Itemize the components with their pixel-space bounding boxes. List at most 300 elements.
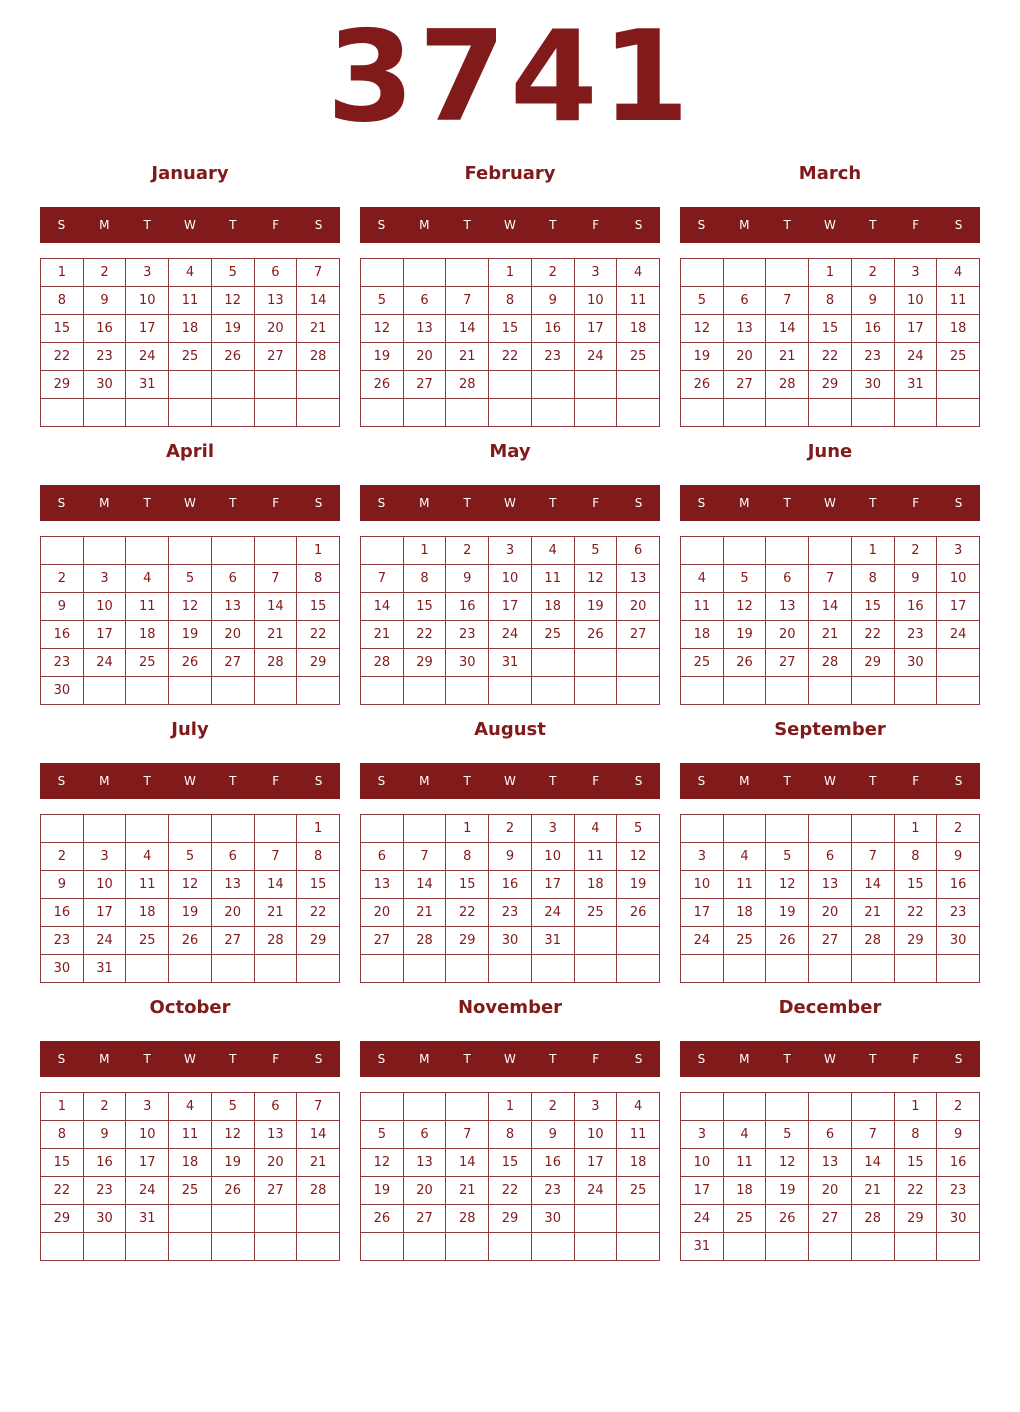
day-cell: 9 (532, 1121, 575, 1149)
day-cell: 31 (126, 1205, 169, 1233)
day-cell: 8 (297, 843, 340, 871)
day-cell: 1 (852, 537, 895, 565)
day-cell: 26 (766, 927, 809, 955)
day-cell: 18 (575, 871, 618, 899)
month-january (40, 158, 340, 426)
weekday-label: S (377, 218, 386, 232)
empty-day-cell (681, 677, 724, 705)
weekday-label: M (99, 774, 110, 788)
weekday-label: S (634, 218, 643, 232)
day-grid (40, 536, 340, 705)
day-cell: 3 (84, 565, 127, 593)
empty-day-cell (255, 815, 298, 843)
day-cell: 10 (532, 843, 575, 871)
empty-day-cell (575, 1233, 618, 1261)
day-cell: 22 (895, 1177, 938, 1205)
day-cell: 2 (489, 815, 532, 843)
empty-day-cell (681, 259, 724, 287)
month-august (360, 714, 660, 982)
day-cell: 22 (41, 1177, 84, 1205)
day-cell: 17 (532, 871, 575, 899)
day-cell: 30 (852, 371, 895, 399)
empty-day-cell (617, 371, 660, 399)
weekday-label: T (869, 774, 877, 788)
day-cell: 27 (212, 927, 255, 955)
day-cell: 12 (212, 287, 255, 315)
day-cell: 21 (255, 621, 298, 649)
day-cell: 14 (297, 287, 340, 315)
day-grid (680, 536, 980, 705)
day-cell: 2 (532, 259, 575, 287)
empty-day-cell (681, 955, 724, 983)
day-cell: 9 (937, 843, 980, 871)
day-cell: 2 (84, 259, 127, 287)
day-cell: 26 (724, 649, 767, 677)
weekday-label: T (229, 774, 237, 788)
day-cell: 5 (212, 259, 255, 287)
day-cell: 7 (446, 1121, 489, 1149)
weekday-label: M (419, 218, 430, 232)
day-cell: 24 (575, 1177, 618, 1205)
day-cell: 2 (41, 843, 84, 871)
day-grid (680, 258, 980, 427)
weekday-label: F (912, 218, 920, 232)
empty-day-cell (809, 815, 852, 843)
weekday-label: S (57, 1052, 66, 1066)
weekday-label: F (272, 1052, 280, 1066)
day-cell: 6 (766, 565, 809, 593)
day-cell: 29 (297, 927, 340, 955)
empty-day-cell (212, 1205, 255, 1233)
empty-day-cell (575, 927, 618, 955)
weekday-label: F (912, 496, 920, 510)
weekday-label: W (504, 774, 516, 788)
day-cell: 11 (532, 565, 575, 593)
empty-day-cell (41, 537, 84, 565)
empty-day-cell (126, 537, 169, 565)
day-cell: 16 (895, 593, 938, 621)
day-cell: 10 (126, 1121, 169, 1149)
empty-day-cell (532, 677, 575, 705)
empty-day-cell (361, 399, 404, 427)
empty-day-cell (361, 537, 404, 565)
empty-day-cell (446, 399, 489, 427)
weekday-label: M (419, 496, 430, 510)
day-cell: 6 (212, 843, 255, 871)
day-cell: 21 (446, 1177, 489, 1205)
weekday-label: T (549, 1052, 557, 1066)
year-title: 3741 (326, 3, 694, 150)
empty-day-cell (532, 371, 575, 399)
weekday-label: F (592, 218, 600, 232)
month-name: November (457, 997, 563, 1018)
empty-day-cell (41, 399, 84, 427)
day-grid (680, 1092, 980, 1261)
empty-day-cell (617, 927, 660, 955)
empty-day-cell (404, 815, 447, 843)
day-cell: 8 (489, 1121, 532, 1149)
day-cell: 13 (724, 315, 767, 343)
day-cell: 4 (617, 1093, 660, 1121)
day-cell: 20 (361, 899, 404, 927)
empty-day-cell (255, 955, 298, 983)
day-cell: 30 (446, 649, 489, 677)
day-cell: 16 (84, 1149, 127, 1177)
weekday-label: S (57, 496, 66, 510)
day-cell: 8 (41, 287, 84, 315)
day-cell: 11 (937, 287, 980, 315)
day-cell: 1 (297, 815, 340, 843)
day-cell: 12 (766, 1149, 809, 1177)
day-cell: 30 (41, 677, 84, 705)
day-cell: 15 (41, 315, 84, 343)
empty-day-cell (361, 677, 404, 705)
day-cell: 6 (255, 259, 298, 287)
month-name: October (149, 997, 231, 1018)
empty-day-cell (724, 537, 767, 565)
day-cell: 11 (617, 1121, 660, 1149)
empty-day-cell (617, 399, 660, 427)
day-cell: 30 (84, 371, 127, 399)
day-cell: 1 (446, 815, 489, 843)
empty-day-cell (724, 955, 767, 983)
day-cell: 10 (937, 565, 980, 593)
day-cell: 8 (809, 287, 852, 315)
day-cell: 18 (532, 593, 575, 621)
day-cell: 23 (489, 899, 532, 927)
month-march (680, 158, 980, 426)
day-cell: 28 (404, 927, 447, 955)
day-cell: 17 (126, 315, 169, 343)
day-cell: 7 (404, 843, 447, 871)
empty-day-cell (895, 677, 938, 705)
empty-day-cell (617, 1233, 660, 1261)
day-cell: 10 (575, 1121, 618, 1149)
weekday-label: T (229, 496, 237, 510)
day-cell: 12 (575, 565, 618, 593)
empty-day-cell (895, 955, 938, 983)
day-cell: 12 (169, 593, 212, 621)
day-cell: 4 (126, 843, 169, 871)
day-cell: 7 (255, 843, 298, 871)
day-cell: 30 (489, 927, 532, 955)
month-may (360, 436, 660, 704)
month-june (680, 436, 980, 704)
empty-day-cell (489, 955, 532, 983)
empty-day-cell (809, 955, 852, 983)
day-cell: 7 (255, 565, 298, 593)
day-cell: 29 (446, 927, 489, 955)
day-cell: 22 (489, 343, 532, 371)
empty-day-cell (84, 815, 127, 843)
day-cell: 12 (361, 1149, 404, 1177)
weekday-label: S (954, 774, 963, 788)
day-cell: 7 (361, 565, 404, 593)
empty-day-cell (575, 649, 618, 677)
day-cell: 19 (361, 1177, 404, 1205)
day-cell: 10 (126, 287, 169, 315)
day-cell: 26 (766, 1205, 809, 1233)
day-cell: 1 (809, 259, 852, 287)
empty-day-cell (575, 1205, 618, 1233)
weekday-header (680, 207, 980, 243)
day-cell: 24 (532, 899, 575, 927)
weekday-label: S (314, 496, 323, 510)
weekday-label: M (99, 496, 110, 510)
day-cell: 2 (84, 1093, 127, 1121)
day-cell: 23 (446, 621, 489, 649)
day-cell: 27 (361, 927, 404, 955)
day-cell: 24 (489, 621, 532, 649)
empty-day-cell (575, 677, 618, 705)
day-cell: 10 (681, 871, 724, 899)
empty-day-cell (852, 815, 895, 843)
day-cell: 14 (766, 315, 809, 343)
empty-day-cell (617, 677, 660, 705)
day-cell: 29 (41, 1205, 84, 1233)
empty-day-cell (169, 399, 212, 427)
day-cell: 5 (169, 843, 212, 871)
day-cell: 3 (937, 537, 980, 565)
empty-day-cell (361, 815, 404, 843)
weekday-label: T (143, 218, 151, 232)
day-cell: 19 (766, 1177, 809, 1205)
weekday-label: W (184, 1052, 196, 1066)
day-cell: 16 (852, 315, 895, 343)
day-cell: 29 (852, 649, 895, 677)
day-cell: 26 (169, 927, 212, 955)
day-grid (360, 536, 660, 705)
weekday-label: M (739, 1052, 750, 1066)
day-cell: 6 (404, 1121, 447, 1149)
empty-day-cell (532, 399, 575, 427)
empty-day-cell (766, 677, 809, 705)
day-cell: 6 (617, 537, 660, 565)
empty-day-cell (852, 1233, 895, 1261)
day-cell: 31 (126, 371, 169, 399)
empty-day-cell (895, 399, 938, 427)
weekday-label: W (504, 496, 516, 510)
day-cell: 3 (126, 1093, 169, 1121)
day-cell: 29 (404, 649, 447, 677)
weekday-label: W (824, 496, 836, 510)
day-cell: 23 (895, 621, 938, 649)
empty-day-cell (681, 537, 724, 565)
day-cell: 15 (297, 593, 340, 621)
weekday-label: F (912, 774, 920, 788)
day-cell: 3 (681, 1121, 724, 1149)
day-cell: 14 (361, 593, 404, 621)
day-cell: 21 (255, 899, 298, 927)
day-cell: 26 (361, 371, 404, 399)
day-cell: 9 (895, 565, 938, 593)
day-cell: 1 (489, 259, 532, 287)
empty-day-cell (937, 955, 980, 983)
empty-day-cell (446, 677, 489, 705)
day-cell: 28 (255, 649, 298, 677)
day-cell: 19 (617, 871, 660, 899)
weekday-label: T (463, 218, 471, 232)
empty-day-cell (84, 677, 127, 705)
day-cell: 15 (895, 871, 938, 899)
day-cell: 11 (169, 287, 212, 315)
day-cell: 10 (84, 593, 127, 621)
day-cell: 1 (895, 815, 938, 843)
empty-day-cell (809, 399, 852, 427)
empty-day-cell (617, 955, 660, 983)
day-cell: 11 (681, 593, 724, 621)
empty-day-cell (126, 677, 169, 705)
empty-day-cell (169, 537, 212, 565)
day-cell: 6 (809, 843, 852, 871)
day-cell: 22 (809, 343, 852, 371)
day-cell: 9 (84, 1121, 127, 1149)
weekday-label: M (99, 218, 110, 232)
weekday-label: F (912, 1052, 920, 1066)
day-cell: 29 (895, 1205, 938, 1233)
weekday-label: T (549, 218, 557, 232)
day-cell: 18 (724, 899, 767, 927)
day-cell: 19 (212, 1149, 255, 1177)
day-cell: 24 (937, 621, 980, 649)
day-cell: 17 (84, 621, 127, 649)
day-cell: 18 (724, 1177, 767, 1205)
empty-day-cell (489, 1233, 532, 1261)
day-cell: 17 (575, 315, 618, 343)
empty-day-cell (852, 399, 895, 427)
weekday-label: F (592, 774, 600, 788)
empty-day-cell (297, 955, 340, 983)
day-cell: 27 (617, 621, 660, 649)
weekday-label: T (143, 496, 151, 510)
day-cell: 31 (532, 927, 575, 955)
empty-day-cell (852, 677, 895, 705)
weekday-label: T (783, 496, 791, 510)
day-cell: 20 (809, 1177, 852, 1205)
day-cell: 1 (895, 1093, 938, 1121)
empty-day-cell (766, 259, 809, 287)
empty-day-cell (724, 1093, 767, 1121)
day-cell: 1 (489, 1093, 532, 1121)
weekday-label: S (697, 218, 706, 232)
day-cell: 15 (489, 1149, 532, 1177)
day-cell: 17 (575, 1149, 618, 1177)
day-cell: 31 (895, 371, 938, 399)
empty-day-cell (446, 1233, 489, 1261)
weekday-label: T (463, 1052, 471, 1066)
day-cell: 20 (404, 1177, 447, 1205)
day-cell: 14 (852, 1149, 895, 1177)
day-cell: 26 (212, 343, 255, 371)
weekday-label: S (57, 774, 66, 788)
day-cell: 29 (895, 927, 938, 955)
weekday-header (680, 1041, 980, 1077)
day-cell: 24 (126, 1177, 169, 1205)
day-cell: 4 (617, 259, 660, 287)
day-cell: 25 (617, 1177, 660, 1205)
day-cell: 14 (404, 871, 447, 899)
day-cell: 12 (169, 871, 212, 899)
day-cell: 2 (532, 1093, 575, 1121)
day-cell: 3 (895, 259, 938, 287)
month-name: September (774, 719, 886, 740)
month-name: January (151, 163, 229, 184)
empty-day-cell (532, 649, 575, 677)
day-cell: 14 (852, 871, 895, 899)
day-cell: 12 (617, 843, 660, 871)
day-grid (40, 814, 340, 983)
day-cell: 10 (84, 871, 127, 899)
day-cell: 17 (937, 593, 980, 621)
day-cell: 22 (297, 621, 340, 649)
day-cell: 5 (212, 1093, 255, 1121)
day-cell: 21 (297, 315, 340, 343)
weekday-label: M (419, 774, 430, 788)
weekday-label: T (143, 774, 151, 788)
empty-day-cell (212, 815, 255, 843)
day-cell: 23 (84, 343, 127, 371)
day-cell: 27 (255, 343, 298, 371)
month-april (40, 436, 340, 704)
day-cell: 6 (404, 287, 447, 315)
day-cell: 11 (724, 1149, 767, 1177)
day-cell: 13 (809, 871, 852, 899)
day-cell: 28 (852, 927, 895, 955)
day-cell: 14 (297, 1121, 340, 1149)
day-cell: 27 (212, 649, 255, 677)
day-cell: 23 (937, 899, 980, 927)
day-cell: 21 (852, 1177, 895, 1205)
day-cell: 29 (489, 1205, 532, 1233)
day-cell: 4 (169, 1093, 212, 1121)
day-cell: 26 (617, 899, 660, 927)
day-cell: 25 (169, 343, 212, 371)
day-cell: 12 (212, 1121, 255, 1149)
day-cell: 14 (255, 871, 298, 899)
day-cell: 28 (297, 343, 340, 371)
day-cell: 24 (126, 343, 169, 371)
day-cell: 7 (297, 1093, 340, 1121)
day-cell: 27 (404, 371, 447, 399)
empty-day-cell (404, 1233, 447, 1261)
month-name: April (165, 441, 215, 462)
day-cell: 3 (489, 537, 532, 565)
day-cell: 15 (41, 1149, 84, 1177)
day-cell: 2 (41, 565, 84, 593)
day-cell: 8 (41, 1121, 84, 1149)
weekday-header (360, 207, 660, 243)
empty-day-cell (446, 1093, 489, 1121)
day-cell: 15 (489, 315, 532, 343)
empty-day-cell (361, 1093, 404, 1121)
day-cell: 22 (895, 899, 938, 927)
empty-day-cell (255, 399, 298, 427)
month-name: March (798, 163, 862, 184)
weekday-label: W (504, 218, 516, 232)
day-cell: 11 (126, 593, 169, 621)
weekday-header (360, 485, 660, 521)
weekday-label: T (463, 774, 471, 788)
day-cell: 20 (766, 621, 809, 649)
empty-day-cell (446, 259, 489, 287)
day-cell: 2 (895, 537, 938, 565)
weekday-label: S (377, 1052, 386, 1066)
day-cell: 12 (766, 871, 809, 899)
day-cell: 2 (446, 537, 489, 565)
empty-day-cell (937, 399, 980, 427)
day-cell: 18 (126, 621, 169, 649)
day-cell: 18 (169, 315, 212, 343)
